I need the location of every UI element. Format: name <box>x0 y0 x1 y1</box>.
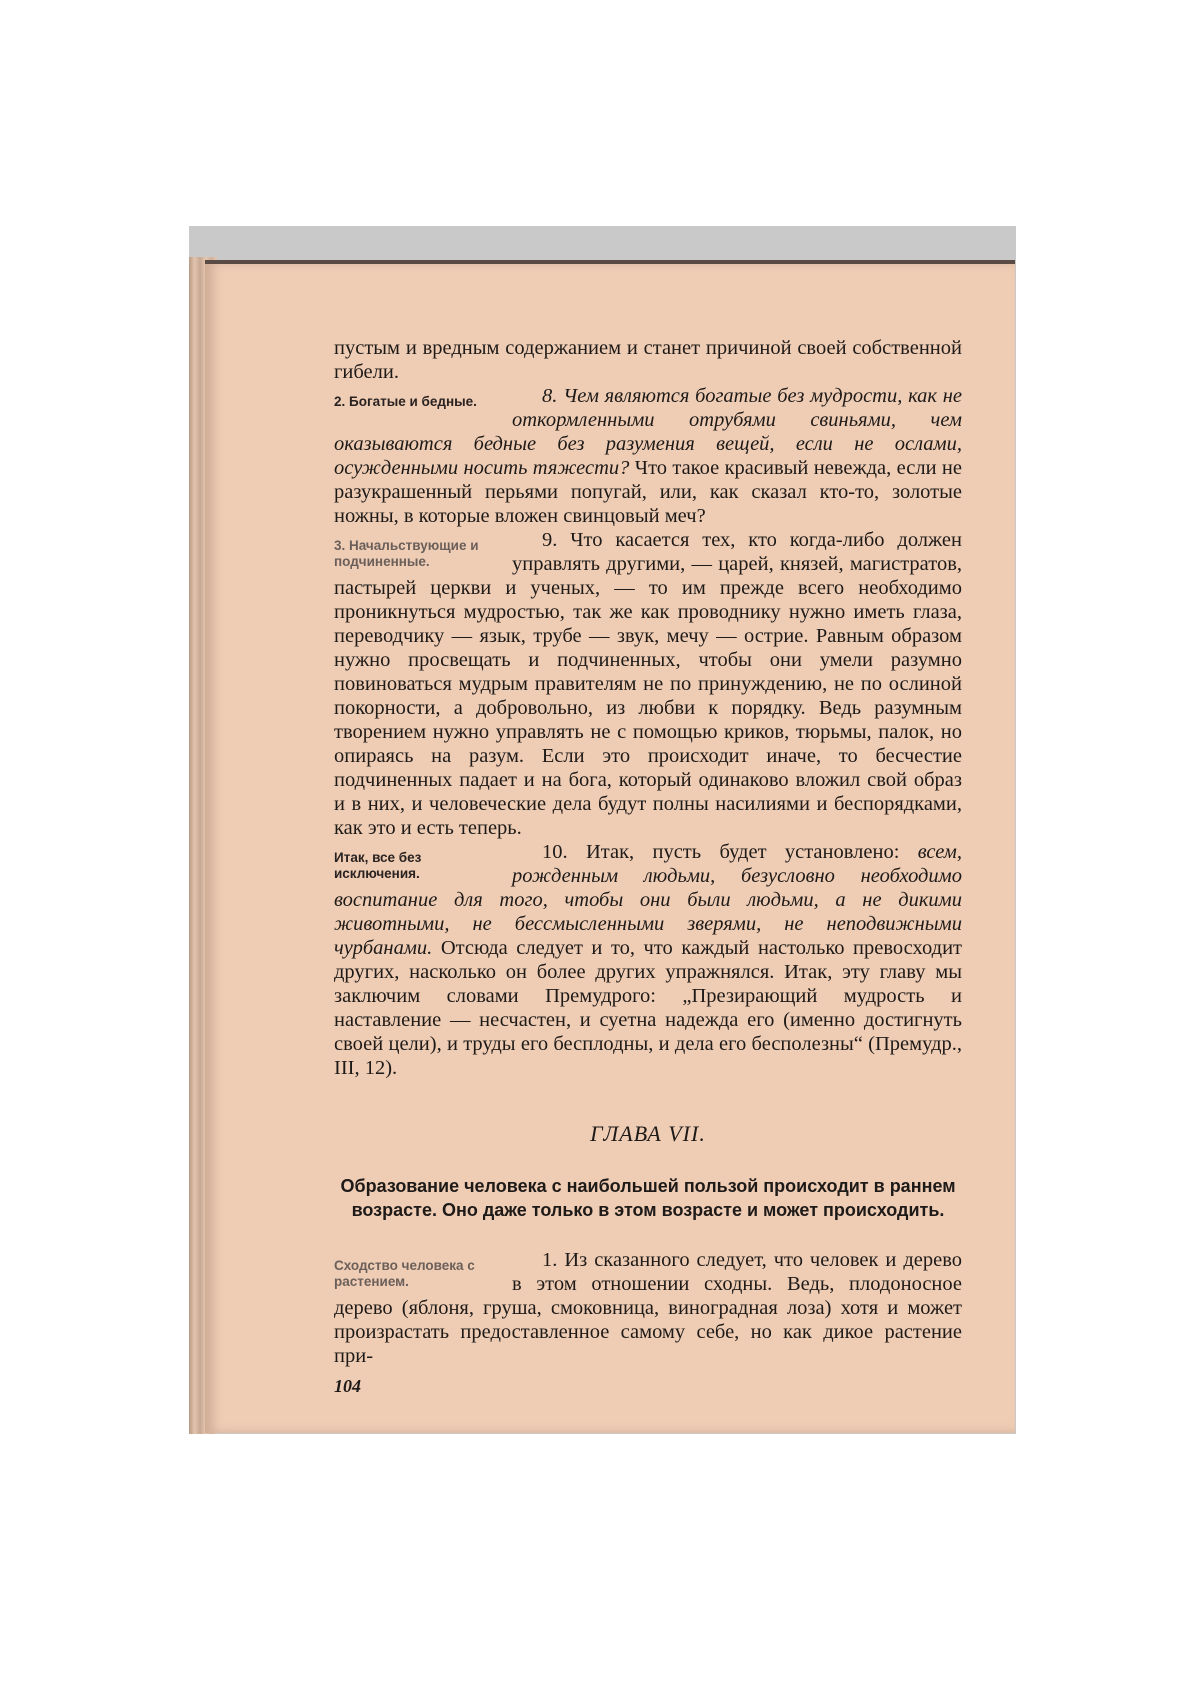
paragraph-ch7-1: 1. Из сказанного следует, что человек и дерево в этом отношении сходны. Ведь, плодоносное дерево (яблоня, груша, смоковница, виноградная лоза) хотя и может произрастать предоставленное самому себе, но как дикое растение при- <box>334 1249 962 1367</box>
page-text <box>334 336 962 1398</box>
margin-note-similarity: Сходство человека с растением. <box>334 1258 475 1289</box>
paragraph-8-rest: Что такое красивый невежда, если не разукрашенный перьями попугай, или, как сказал кто-то, золотые ножны, в которые вложен свинцовый меч? <box>334 457 962 527</box>
paragraph-9: 9. Что касается тех, кто когда-либо должен управлять другими, — царей, князей, магистратов, пастырей церкви и ученых, — то им прежде всего необходимо проникнуться мудростью, так же как проводнику нужно иметь глаза, переводчику — язык, трубе — звук, мечу — острие. Равным образом нужно просвещать и подчиненных, чтобы они умели разумно повиноваться мудрым правителям не по принуждению, не по ослиной покорности, а добровольно, из любви к порядку. Ведь разумным творением нужно управлять не с помощью криков, тюрьмы, палок, но опираясь на разум. Если это происходит иначе, то бесчестие подчиненных падает и на бога, который одинаково вложил свой образ и в них, и человеческие дела будут полны насилиями и беспорядками, как это и есть теперь. <box>334 529 962 839</box>
paragraph-8-italic: 8. Чем являются богатые без мудрости, как не откормленными отрубями свиньями, чем оказываются бедные без разумения вещей, если не ослами, осужденными носить тяжести? <box>334 385 962 479</box>
chapter-subtitle: Образование человека с наибольшей пользой происходит в раннем возрасте. Оно даже только в этом возрасте и может происходить. <box>340 1176 956 1220</box>
paragraph-continuation: пустым и вредным содержанием и станет причиной своей собственной гибели. <box>334 337 962 383</box>
page-top-border <box>205 260 1015 264</box>
paragraph-10-italic: всем, рожденным людьми, безусловно необходимо воспитание для того, чтобы они были людьми, а не дикими животными, не бессмысленными зверями, не неподвижными чурбанами. <box>334 841 962 959</box>
margin-note-rich-poor: 2. Богатые и бедные. <box>334 394 477 409</box>
margin-note-all-without-exception: Итак, все без исключения. <box>334 850 422 881</box>
paragraph-10-rest: Отсюда следует и то, что каждый настолько превосходит других, насколько он более других упражнялся. Итак, эту главу мы заключим словами Премудрого: „Презирающий мудрость и наставление — несчастен, и суетна надежда его (именно достигнуть своей цели), и труды его бесплодны, и дела его бесполезны“ (Премудр., III, 12). <box>334 937 962 1079</box>
chapter-title: ГЛАВА VII. <box>590 1121 706 1146</box>
paragraph-10-start: 10. Итак, пусть будет установлено: <box>542 841 918 863</box>
margin-note-rulers: 3. Начальствующие и подчиненные. <box>334 538 479 569</box>
page-number: 104 <box>334 1376 361 1396</box>
